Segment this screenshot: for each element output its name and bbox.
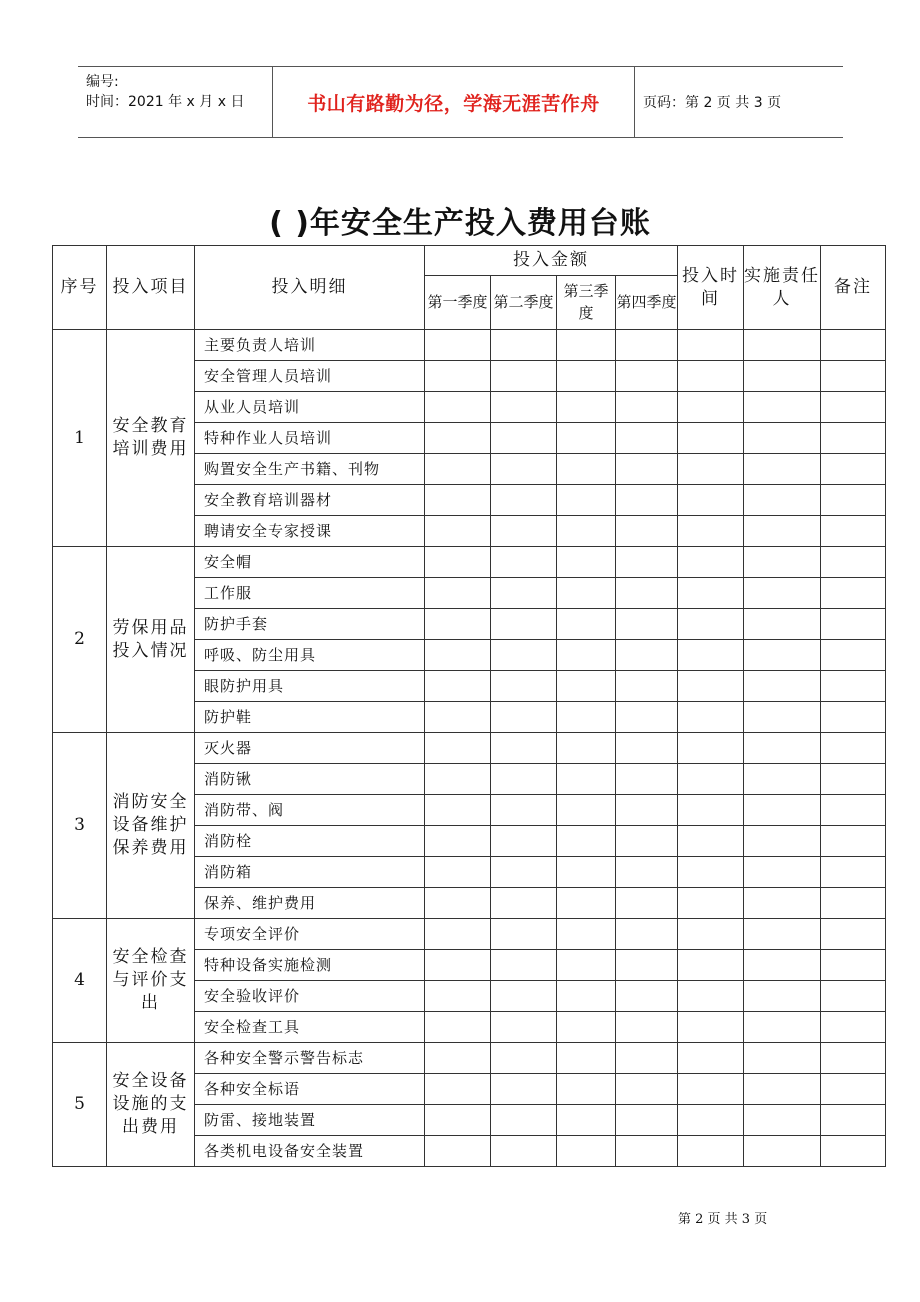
header-seq: 序号 [53, 246, 107, 330]
document-time-label: 时间：2021 年 x 月 x 日 [86, 94, 245, 110]
group-category: 消防安全设备维护保养费用 [107, 733, 195, 919]
group-number: 5 [53, 1043, 107, 1167]
empty-entry-cell[interactable] [744, 702, 821, 733]
empty-entry-cell[interactable] [425, 1043, 491, 1074]
detail-cell: 安全验收评价 [195, 981, 425, 1012]
empty-entry-cell[interactable] [616, 1136, 678, 1167]
empty-entry-cell[interactable] [678, 423, 744, 454]
empty-entry-cell[interactable] [491, 733, 557, 764]
empty-entry-cell[interactable] [491, 609, 557, 640]
header-left-cell [78, 67, 273, 137]
empty-entry-cell[interactable] [616, 361, 678, 392]
empty-entry-cell[interactable] [821, 1074, 886, 1105]
empty-entry-cell[interactable] [616, 950, 678, 981]
empty-entry-cell[interactable] [744, 516, 821, 547]
empty-entry-cell[interactable] [425, 547, 491, 578]
detail-cell: 聘请安全专家授课 [195, 516, 425, 547]
empty-entry-cell[interactable] [744, 392, 821, 423]
detail-cell: 各种安全标语 [195, 1074, 425, 1105]
empty-entry-cell[interactable] [678, 857, 744, 888]
detail-cell: 特种作业人员培训 [195, 423, 425, 454]
empty-entry-cell[interactable] [821, 1136, 886, 1167]
empty-entry-cell[interactable] [678, 578, 744, 609]
table-row [53, 1043, 886, 1074]
empty-entry-cell[interactable] [491, 919, 557, 950]
empty-entry-cell[interactable] [616, 454, 678, 485]
empty-entry-cell[interactable] [678, 1012, 744, 1043]
empty-entry-cell[interactable] [678, 485, 744, 516]
empty-entry-cell[interactable] [425, 1136, 491, 1167]
empty-entry-cell[interactable] [557, 702, 616, 733]
empty-entry-cell[interactable] [425, 330, 491, 361]
empty-entry-cell[interactable] [425, 609, 491, 640]
empty-entry-cell[interactable] [744, 1012, 821, 1043]
empty-entry-cell[interactable] [744, 578, 821, 609]
empty-entry-cell[interactable] [616, 1074, 678, 1105]
empty-entry-cell[interactable] [425, 1105, 491, 1136]
empty-entry-cell[interactable] [557, 485, 616, 516]
empty-entry-cell[interactable] [557, 795, 616, 826]
empty-entry-cell[interactable] [678, 671, 744, 702]
header-motto: 书山有路勤为径，学海无涯苦作舟 [273, 67, 635, 137]
empty-entry-cell[interactable] [678, 919, 744, 950]
empty-entry-cell[interactable] [744, 919, 821, 950]
empty-entry-cell[interactable] [821, 795, 886, 826]
empty-entry-cell[interactable] [744, 485, 821, 516]
empty-entry-cell[interactable] [678, 702, 744, 733]
empty-entry-cell[interactable] [744, 1043, 821, 1074]
group-category: 安全设备设施的支出费用 [107, 1043, 195, 1167]
empty-entry-cell[interactable] [557, 423, 616, 454]
empty-entry-cell[interactable] [491, 423, 557, 454]
empty-entry-cell[interactable] [491, 516, 557, 547]
empty-entry-cell[interactable] [821, 950, 886, 981]
empty-entry-cell[interactable] [678, 454, 744, 485]
empty-entry-cell[interactable] [678, 1043, 744, 1074]
table-row [53, 733, 886, 764]
empty-entry-cell[interactable] [425, 516, 491, 547]
detail-cell: 消防箱 [195, 857, 425, 888]
empty-entry-cell[interactable] [678, 981, 744, 1012]
empty-entry-cell[interactable] [821, 1043, 886, 1074]
empty-entry-cell[interactable] [491, 702, 557, 733]
empty-entry-cell[interactable] [491, 795, 557, 826]
empty-entry-cell[interactable] [491, 547, 557, 578]
empty-entry-cell[interactable] [491, 888, 557, 919]
empty-entry-cell[interactable] [425, 888, 491, 919]
empty-entry-cell[interactable] [491, 361, 557, 392]
group-category: 劳保用品投入情况 [107, 547, 195, 733]
empty-entry-cell[interactable] [557, 1105, 616, 1136]
empty-entry-cell[interactable] [744, 1105, 821, 1136]
empty-entry-cell[interactable] [678, 795, 744, 826]
detail-cell: 从业人员培训 [195, 392, 425, 423]
empty-entry-cell[interactable] [491, 826, 557, 857]
empty-entry-cell[interactable] [557, 640, 616, 671]
empty-entry-cell[interactable] [616, 640, 678, 671]
group-category: 安全检查与评价支出 [107, 919, 195, 1043]
empty-entry-cell[interactable] [425, 361, 491, 392]
empty-entry-cell[interactable] [821, 764, 886, 795]
empty-entry-cell[interactable] [557, 1012, 616, 1043]
detail-cell: 各种安全警示警告标志 [195, 1043, 425, 1074]
empty-entry-cell[interactable] [744, 795, 821, 826]
header-page-info: 页码：第 2 页 共 3 页 [643, 95, 782, 111]
empty-entry-cell[interactable] [744, 330, 821, 361]
empty-entry-cell[interactable] [616, 671, 678, 702]
empty-entry-cell[interactable] [744, 826, 821, 857]
empty-entry-cell[interactable] [821, 423, 886, 454]
empty-entry-cell[interactable] [425, 485, 491, 516]
empty-entry-cell[interactable] [678, 609, 744, 640]
empty-entry-cell[interactable] [491, 1074, 557, 1105]
empty-entry-cell[interactable] [678, 547, 744, 578]
detail-cell: 购置安全生产书籍、刊物 [195, 454, 425, 485]
empty-entry-cell[interactable] [616, 919, 678, 950]
empty-entry-cell[interactable] [616, 733, 678, 764]
empty-entry-cell[interactable] [821, 1012, 886, 1043]
empty-entry-cell[interactable] [678, 640, 744, 671]
empty-entry-cell[interactable] [425, 578, 491, 609]
detail-cell: 防护手套 [195, 609, 425, 640]
empty-entry-cell[interactable] [616, 888, 678, 919]
detail-cell: 防雷、接地装置 [195, 1105, 425, 1136]
empty-entry-cell[interactable] [557, 733, 616, 764]
group-number: 3 [53, 733, 107, 919]
empty-entry-cell[interactable] [821, 888, 886, 919]
empty-entry-cell[interactable] [744, 888, 821, 919]
group-number: 4 [53, 919, 107, 1043]
empty-entry-cell[interactable] [491, 485, 557, 516]
empty-entry-cell[interactable] [425, 857, 491, 888]
empty-entry-cell[interactable] [678, 330, 744, 361]
empty-entry-cell[interactable] [821, 392, 886, 423]
header-detail: 投入明细 [195, 246, 425, 330]
empty-entry-cell[interactable] [491, 578, 557, 609]
empty-entry-cell[interactable] [821, 454, 886, 485]
empty-entry-cell[interactable] [821, 330, 886, 361]
empty-entry-cell[interactable] [678, 733, 744, 764]
empty-entry-cell[interactable] [491, 392, 557, 423]
empty-entry-cell[interactable] [616, 826, 678, 857]
header-q4: 第四季度 [616, 276, 678, 330]
empty-entry-cell[interactable] [744, 671, 821, 702]
empty-entry-cell[interactable] [821, 733, 886, 764]
empty-entry-cell[interactable] [744, 950, 821, 981]
header-amount: 投入金额 [425, 246, 678, 276]
empty-entry-cell[interactable] [821, 702, 886, 733]
group-number: 2 [53, 547, 107, 733]
empty-entry-cell[interactable] [616, 702, 678, 733]
empty-entry-cell[interactable] [557, 609, 616, 640]
empty-entry-cell[interactable] [425, 671, 491, 702]
detail-cell: 消防锹 [195, 764, 425, 795]
empty-entry-cell[interactable] [678, 1105, 744, 1136]
detail-cell: 专项安全评价 [195, 919, 425, 950]
empty-entry-cell[interactable] [491, 764, 557, 795]
empty-entry-cell[interactable] [557, 764, 616, 795]
empty-entry-cell[interactable] [678, 764, 744, 795]
empty-entry-cell[interactable] [616, 330, 678, 361]
empty-entry-cell[interactable] [616, 392, 678, 423]
empty-entry-cell[interactable] [425, 733, 491, 764]
empty-entry-cell[interactable] [744, 857, 821, 888]
detail-cell: 灭火器 [195, 733, 425, 764]
detail-cell: 消防带、阀 [195, 795, 425, 826]
empty-entry-cell[interactable] [425, 640, 491, 671]
empty-entry-cell[interactable] [616, 578, 678, 609]
detail-cell: 消防栓 [195, 826, 425, 857]
empty-entry-cell[interactable] [557, 516, 616, 547]
empty-entry-cell[interactable] [821, 919, 886, 950]
empty-entry-cell[interactable] [557, 857, 616, 888]
header-time: 投入时间 [678, 246, 744, 330]
page-title: ( )年安全生产投入费用台账 [269, 206, 651, 241]
detail-cell: 安全管理人员培训 [195, 361, 425, 392]
empty-entry-cell[interactable] [491, 1136, 557, 1167]
empty-entry-cell[interactable] [821, 857, 886, 888]
empty-entry-cell[interactable] [821, 981, 886, 1012]
empty-entry-cell[interactable] [616, 547, 678, 578]
table-row [53, 919, 886, 950]
empty-entry-cell[interactable] [821, 640, 886, 671]
empty-entry-cell[interactable] [744, 547, 821, 578]
header-note: 备注 [821, 246, 886, 330]
empty-entry-cell[interactable] [425, 764, 491, 795]
empty-entry-cell[interactable] [821, 826, 886, 857]
empty-entry-cell[interactable] [678, 1136, 744, 1167]
empty-entry-cell[interactable] [678, 826, 744, 857]
empty-entry-cell[interactable] [425, 981, 491, 1012]
detail-cell: 安全帽 [195, 547, 425, 578]
empty-entry-cell[interactable] [557, 392, 616, 423]
empty-entry-cell[interactable] [744, 1136, 821, 1167]
empty-entry-cell[interactable] [425, 392, 491, 423]
empty-entry-cell[interactable] [678, 1074, 744, 1105]
empty-entry-cell[interactable] [821, 485, 886, 516]
empty-entry-cell[interactable] [616, 1012, 678, 1043]
empty-entry-cell[interactable] [616, 485, 678, 516]
empty-entry-cell[interactable] [557, 826, 616, 857]
empty-entry-cell[interactable] [678, 392, 744, 423]
empty-entry-cell[interactable] [491, 981, 557, 1012]
empty-entry-cell[interactable] [821, 671, 886, 702]
empty-entry-cell[interactable] [425, 1012, 491, 1043]
empty-entry-cell[interactable] [557, 578, 616, 609]
empty-entry-cell[interactable] [616, 1105, 678, 1136]
detail-cell: 特种设备实施检测 [195, 950, 425, 981]
detail-cell: 各类机电设备安全装置 [195, 1136, 425, 1167]
table-row [53, 330, 886, 361]
empty-entry-cell[interactable] [425, 1074, 491, 1105]
empty-entry-cell[interactable] [744, 640, 821, 671]
group-category: 安全教育培训费用 [107, 330, 195, 547]
empty-entry-cell[interactable] [557, 330, 616, 361]
empty-entry-cell[interactable] [744, 361, 821, 392]
detail-cell: 主要负责人培训 [195, 330, 425, 361]
empty-entry-cell[interactable] [491, 330, 557, 361]
empty-entry-cell[interactable] [491, 950, 557, 981]
document-header [78, 66, 843, 138]
empty-entry-cell[interactable] [744, 981, 821, 1012]
empty-entry-cell[interactable] [425, 423, 491, 454]
empty-entry-cell[interactable] [557, 547, 616, 578]
header-owner: 实施责任人 [744, 246, 821, 330]
empty-entry-cell[interactable] [616, 981, 678, 1012]
header-q1: 第一季度 [425, 276, 491, 330]
empty-entry-cell[interactable] [744, 609, 821, 640]
empty-entry-cell[interactable] [616, 1043, 678, 1074]
empty-entry-cell[interactable] [821, 1105, 886, 1136]
empty-entry-cell[interactable] [616, 609, 678, 640]
empty-entry-cell[interactable] [616, 857, 678, 888]
empty-entry-cell[interactable] [425, 919, 491, 950]
empty-entry-cell[interactable] [557, 1136, 616, 1167]
empty-entry-cell[interactable] [678, 888, 744, 919]
header-q2: 第二季度 [491, 276, 557, 330]
detail-cell: 安全教育培训器材 [195, 485, 425, 516]
detail-cell: 保养、维护费用 [195, 888, 425, 919]
empty-entry-cell[interactable] [425, 826, 491, 857]
empty-entry-cell[interactable] [425, 702, 491, 733]
empty-entry-cell[interactable] [425, 795, 491, 826]
empty-entry-cell[interactable] [557, 454, 616, 485]
empty-entry-cell[interactable] [821, 361, 886, 392]
table-row [53, 547, 886, 578]
detail-cell: 防护鞋 [195, 702, 425, 733]
detail-cell: 安全检查工具 [195, 1012, 425, 1043]
empty-entry-cell[interactable] [744, 1074, 821, 1105]
empty-entry-cell[interactable] [491, 1105, 557, 1136]
empty-entry-cell[interactable] [557, 671, 616, 702]
empty-entry-cell[interactable] [425, 454, 491, 485]
empty-entry-cell[interactable] [557, 1043, 616, 1074]
empty-entry-cell[interactable] [557, 1074, 616, 1105]
empty-entry-cell[interactable] [744, 423, 821, 454]
empty-entry-cell[interactable] [491, 454, 557, 485]
empty-entry-cell[interactable] [821, 547, 886, 578]
page-footer: 第 2 页 共 3 页 [678, 1212, 768, 1227]
empty-entry-cell[interactable] [678, 361, 744, 392]
empty-entry-cell[interactable] [678, 516, 744, 547]
empty-entry-cell[interactable] [616, 795, 678, 826]
empty-entry-cell[interactable] [616, 423, 678, 454]
empty-entry-cell[interactable] [744, 454, 821, 485]
group-number: 1 [53, 330, 107, 547]
document-number-label: 编号: [86, 74, 119, 90]
detail-cell: 眼防护用具 [195, 671, 425, 702]
ledger-body [53, 330, 886, 1167]
empty-entry-cell[interactable] [678, 950, 744, 981]
empty-entry-cell[interactable] [557, 361, 616, 392]
empty-entry-cell[interactable] [425, 950, 491, 981]
empty-entry-cell[interactable] [616, 764, 678, 795]
empty-entry-cell[interactable] [491, 671, 557, 702]
empty-entry-cell[interactable] [557, 919, 616, 950]
ledger-table [52, 245, 886, 1167]
empty-entry-cell[interactable] [616, 516, 678, 547]
empty-entry-cell[interactable] [491, 640, 557, 671]
header-q3: 第三季度 [557, 276, 616, 330]
empty-entry-cell[interactable] [821, 609, 886, 640]
detail-cell: 工作服 [195, 578, 425, 609]
empty-entry-cell[interactable] [821, 578, 886, 609]
header-item: 投入项目 [107, 246, 195, 330]
empty-entry-cell[interactable] [491, 1043, 557, 1074]
empty-entry-cell[interactable] [557, 981, 616, 1012]
empty-entry-cell[interactable] [821, 516, 886, 547]
empty-entry-cell[interactable] [491, 857, 557, 888]
detail-cell: 呼吸、防尘用具 [195, 640, 425, 671]
empty-entry-cell[interactable] [744, 764, 821, 795]
empty-entry-cell[interactable] [491, 1012, 557, 1043]
empty-entry-cell[interactable] [557, 950, 616, 981]
empty-entry-cell[interactable] [744, 733, 821, 764]
empty-entry-cell[interactable] [557, 888, 616, 919]
